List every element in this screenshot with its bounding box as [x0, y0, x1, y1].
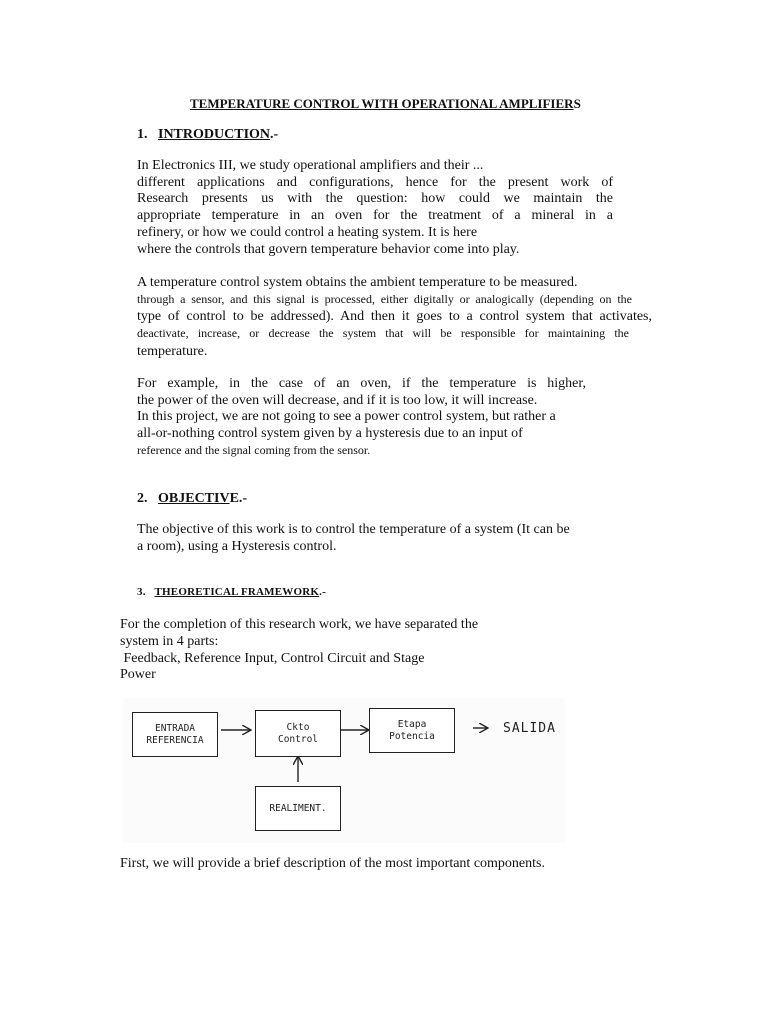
section-heading-text: THEORETICAL FRAMEWORK	[154, 586, 320, 598]
paragraph-line: system in 4 parts:	[120, 634, 219, 649]
section-heading-framework	[137, 584, 326, 601]
paragraph-line: In this project, we are not going to see a power control system, but rather a	[137, 409, 556, 424]
block-label: REALIMENT.	[269, 802, 327, 814]
paragraph-line: the power of the oven will decrease, and if it is too low, it will increase.	[137, 393, 538, 408]
title-tail: S	[573, 96, 581, 111]
paragraph-line: through a sensor, and this signal is processed, either digitally or analogically (depending on the	[137, 292, 632, 306]
paragraph-line: all-or-nothing control system given by a hysteresis due to an input of	[137, 426, 523, 441]
section-number: 2.	[137, 491, 148, 506]
section-number: 1.	[137, 127, 148, 142]
paragraph-line: different applications and configurations, hence for the present work of	[137, 175, 613, 190]
block-label: ENTRADA	[154, 722, 196, 734]
paragraph-line: Power	[120, 667, 156, 682]
section-heading-introduction	[137, 126, 278, 143]
block-label: Potencia	[389, 730, 435, 742]
paragraph-line: appropriate temperature in an oven for the treatment of a mineral in a	[137, 208, 613, 223]
closing-paragraph: First, we will provide a brief description of the most important components.	[120, 856, 545, 871]
block-ckto-control	[255, 710, 341, 757]
section-number: 3.	[137, 586, 146, 598]
document-title	[190, 95, 581, 112]
title-underlined: TEMPERATURE CONTROL WITH OPERATIONAL AMPLIFIER	[190, 96, 574, 111]
paragraph-line: For the completion of this research work, we have separated the	[120, 617, 479, 632]
section-heading-text: INTRODUCTION	[158, 127, 271, 142]
paragraph-line: temperature.	[137, 344, 208, 359]
paragraph-line: reference and the signal coming from the sensor.	[137, 443, 371, 457]
paragraph-line: The objective of this work is to control the temperature of a system (It can be	[137, 522, 570, 537]
paragraph-line: Research presents us with the question: how could we maintain the	[137, 191, 613, 206]
paragraph-line: A temperature control system obtains the ambient temperature to be measured.	[137, 275, 578, 290]
paragraph-line: refinery, or how we could control a heating system. It is here	[137, 225, 478, 240]
paragraph-line: type of control to be addressed). And then it goes to a control system that activates,	[137, 309, 652, 324]
section-heading-tail: .-	[319, 586, 326, 598]
block-label: Ckto	[286, 721, 310, 733]
section-heading-tail: .-	[270, 127, 279, 142]
block-label: Control	[277, 733, 319, 745]
block-label: Etapa	[397, 718, 427, 730]
block-etapa-potencia	[369, 708, 455, 753]
section-heading-tail: E.-	[229, 491, 248, 506]
paragraph-line: a room), using a Hysteresis control.	[137, 539, 337, 554]
block-realiment	[255, 786, 341, 831]
paragraph-line: where the controls that govern temperature behavior come into play.	[137, 242, 520, 257]
paragraph-line: In Electronics III, we study operational amplifiers and their ...	[137, 158, 484, 173]
paragraph-line: For example, in the case of an oven, if the temperature is higher,	[137, 376, 586, 391]
block-diagram	[123, 698, 565, 843]
paragraph-line: Feedback, Reference Input, Control Circuit and Stage	[120, 651, 425, 666]
output-label: SALIDA	[503, 721, 556, 736]
paragraph-line: deactivate, increase, or decrease the system that will be responsible for maintaining the	[137, 326, 629, 340]
block-entrada-referencia	[132, 712, 218, 757]
section-heading-text: OBJECTIV	[158, 491, 230, 506]
block-label: REFERENCIA	[146, 734, 204, 746]
section-heading-objective	[137, 490, 247, 507]
